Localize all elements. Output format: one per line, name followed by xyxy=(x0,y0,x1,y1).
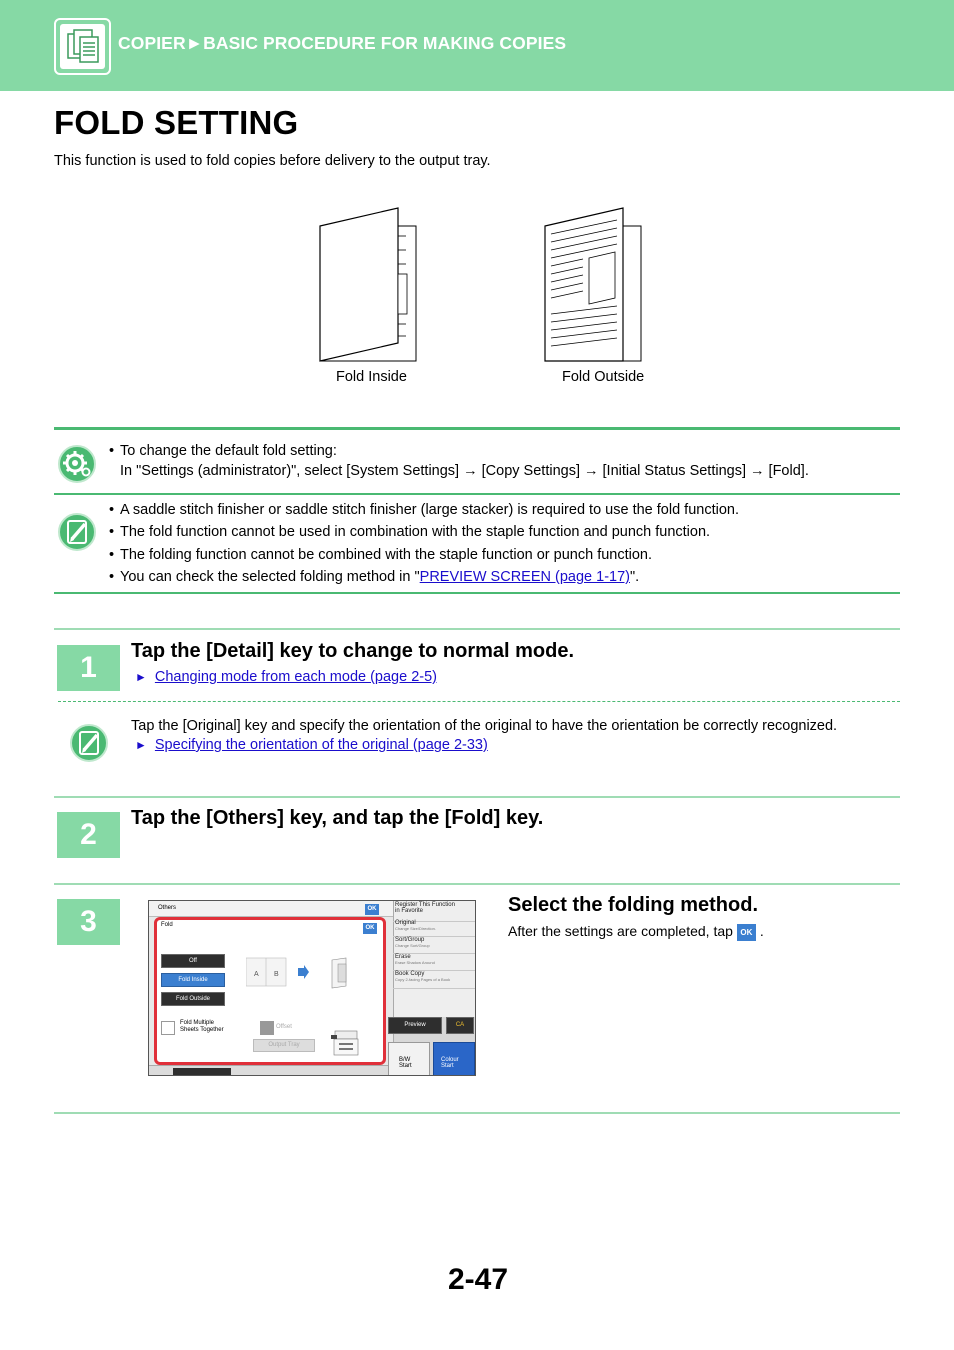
others-label: Others xyxy=(158,905,177,911)
dashed-divider xyxy=(58,701,900,702)
step-number: 1 xyxy=(57,645,120,691)
preview-button[interactable]: Preview xyxy=(388,1017,442,1034)
side-menu-original[interactable]: Original Change Size/Direction. xyxy=(393,920,476,937)
step-link-row xyxy=(135,669,437,685)
fold-off-button[interactable]: Off xyxy=(161,954,225,968)
colour-start-button[interactable]: Colour Start xyxy=(433,1042,475,1076)
header-bar xyxy=(0,0,954,91)
divider xyxy=(54,592,900,594)
side-menu-sort-group[interactable]: Sort/Group Change Sort/Group xyxy=(393,937,476,954)
memo-item: • You can check the selected folding method in "PREVIEW SCREEN (page 1-17)". xyxy=(109,569,640,585)
changing-mode-link[interactable]: Changing mode from each mode (page 2-5) xyxy=(154,669,437,685)
fold-ok-button[interactable]: OK xyxy=(363,923,377,934)
step-number: 2 xyxy=(57,812,120,858)
settings-note-line1: • To change the default fold setting: xyxy=(109,443,337,459)
step-note-text: Tap the [Original] key and specify the orientation of the original to have the orientation be correctly recognized. xyxy=(131,718,838,734)
others-ok-button[interactable]: OK xyxy=(365,904,379,915)
fold-inside-label: Fold Inside xyxy=(336,369,407,385)
pencil-icon xyxy=(70,724,108,762)
settings-note-line2: In "Settings (administrator)", select [System Settings] → [Copy Settings] → [Initial Status Settings] → [Fold]. xyxy=(120,463,809,479)
fold-outside-button[interactable]: Fold Outside xyxy=(161,992,225,1006)
settings-gear-icon xyxy=(58,445,96,483)
memo-item: • The fold function cannot be used in combination with the staple function and punch function. xyxy=(109,524,711,540)
step-text: After the settings are completed, tap OK . xyxy=(508,923,764,939)
side-menu-book-copy[interactable]: Book Copy Copy 2-facing Pages of a Book xyxy=(393,971,476,989)
step-link-row xyxy=(135,737,488,753)
fold-outside-illustration xyxy=(543,206,645,364)
ca-button[interactable]: CA xyxy=(446,1017,474,1034)
offset-label: Offset xyxy=(276,1024,292,1030)
fold-outside-label: Fold Outside xyxy=(562,369,645,385)
selection-highlight xyxy=(154,917,386,1065)
fold-inside-illustration xyxy=(318,206,420,364)
step-divider xyxy=(54,1112,900,1114)
copier-icon xyxy=(54,18,111,75)
fold-settings-screen xyxy=(148,900,476,1076)
side-menu-favorite[interactable]: Register This Function in Favorite xyxy=(393,902,476,922)
fold-inside-button[interactable]: Fold Inside xyxy=(161,973,225,987)
intro-text: This function is used to fold copies before delivery to the output tray. xyxy=(54,153,491,169)
svg-text:A: A xyxy=(254,971,259,978)
fold-multiple-label: Fold Multiple Sheets Together xyxy=(180,1020,224,1033)
step-divider xyxy=(54,883,900,885)
preview-screen-link[interactable]: PREVIEW SCREEN (page 1-17) xyxy=(419,569,630,585)
bw-start-button[interactable]: B/W Start xyxy=(388,1042,430,1076)
divider xyxy=(54,427,900,430)
svg-text:B: B xyxy=(274,971,279,978)
orientation-link[interactable]: Specifying the orientation of the original (page 2-33) xyxy=(154,737,488,753)
arrow-right-icon: ► xyxy=(135,670,147,684)
step-title: Select the folding method. xyxy=(508,894,759,916)
page-title: FOLD SETTING xyxy=(54,104,299,141)
output-tray-button[interactable]: Output Tray xyxy=(253,1039,315,1052)
ok-key-icon: OK xyxy=(737,924,756,941)
divider xyxy=(54,493,900,495)
pencil-icon xyxy=(58,513,96,551)
page-number: 2-47 xyxy=(448,1263,509,1296)
fold-label: Fold xyxy=(161,922,173,928)
step-divider xyxy=(54,628,900,630)
side-menu-erase[interactable]: Erase Erase Shadow Around xyxy=(393,954,476,971)
breadcrumb: COPIER►BASIC PROCEDURE FOR MAKING COPIES xyxy=(118,33,567,53)
step-title: Tap the [Others] key, and tap the [Fold] key. xyxy=(131,807,544,829)
memo-item: • The folding function cannot be combined with the staple function or punch function. xyxy=(109,547,653,563)
step-title: Tap the [Detail] key to change to normal mode. xyxy=(131,640,575,662)
memo-item: • A saddle stitch finisher or saddle stitch finisher (large stacker) is required to use the fold function. xyxy=(109,502,739,518)
arrow-right-icon: ► xyxy=(135,738,147,752)
step-divider xyxy=(54,796,900,798)
step-number: 3 xyxy=(57,899,120,945)
